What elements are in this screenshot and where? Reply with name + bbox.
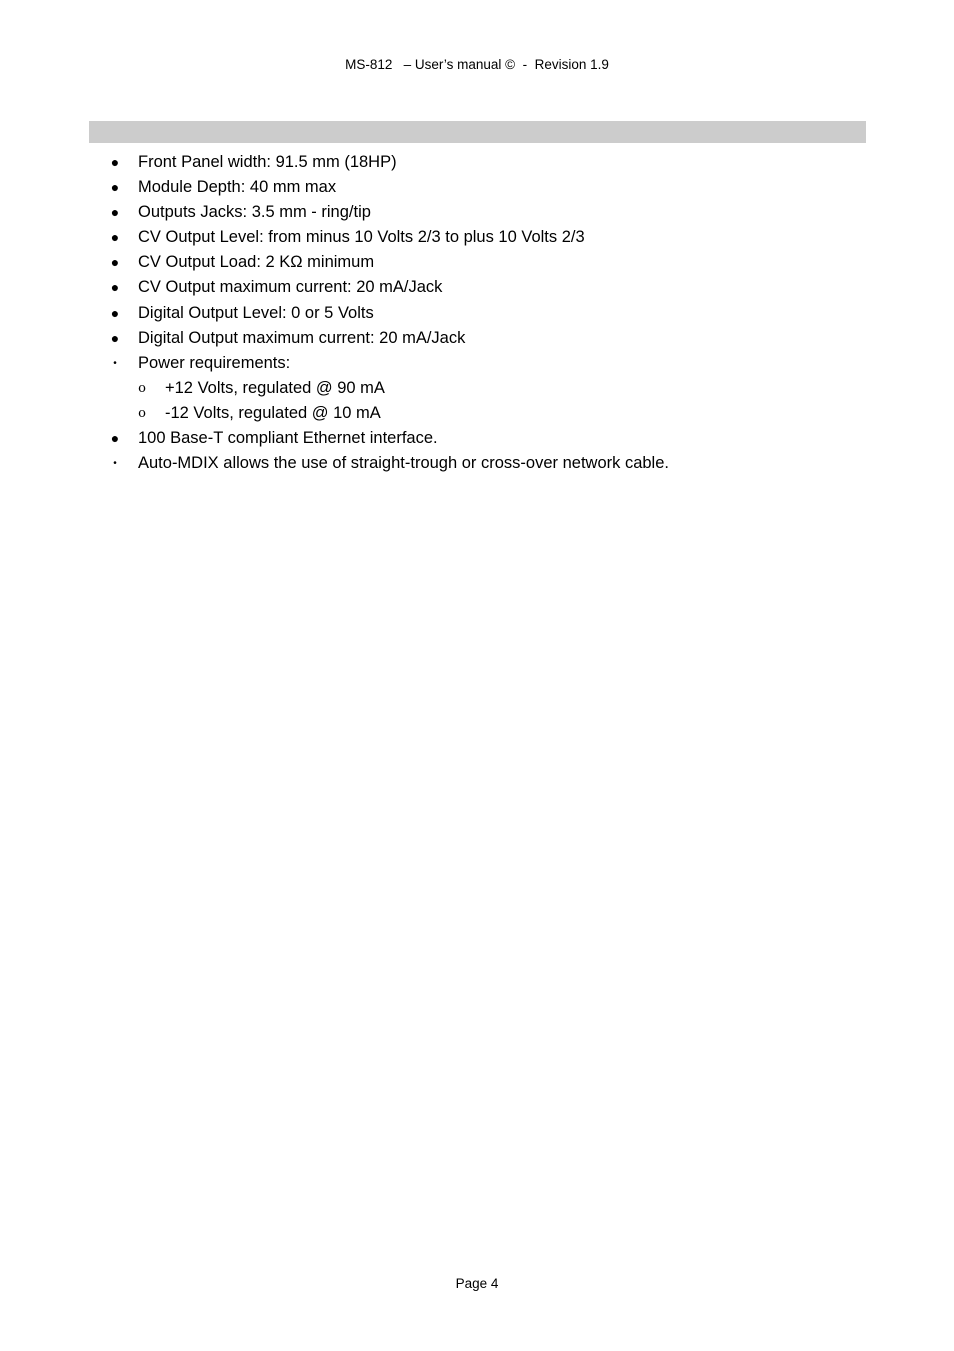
sub-bullet-icon: ο [138, 380, 146, 396]
spec-text: Auto-MDIX allows the use of straight-trough or cross-over network cable. [138, 454, 669, 473]
spec-text: Power requirements: [138, 353, 291, 372]
spec-item-module-depth [0, 175, 954, 200]
spec-item-output-jacks [0, 200, 954, 225]
bullet-icon: ● [110, 304, 120, 321]
bullet-icon: • [113, 357, 117, 369]
sub-bullet-icon: ο [138, 405, 146, 421]
spec-text: Outputs Jacks: 3.5 mm - ring/tip [138, 203, 371, 222]
bullet-icon: ● [110, 179, 120, 196]
section-heading-bar [89, 121, 866, 143]
spec-text: CV Output Load: 2 KΩ minimum [138, 253, 375, 272]
spec-text: CV Output Level: from minus 10 Volts 2/3 to plus 10 Volts 2/3 [138, 228, 585, 247]
spec-text: Digital Output maximum current: 20 mA/Jack [138, 328, 466, 347]
spec-item-front-panel-width [0, 150, 954, 175]
spec-item-ethernet [0, 426, 954, 451]
spec-text: -12 Volts, regulated @ 10 mA [165, 403, 381, 422]
bullet-icon: ● [110, 154, 120, 170]
spec-subitem-power-negative [0, 401, 954, 426]
spec-item-digital-output-level [0, 301, 954, 326]
bullet-icon: • [113, 458, 117, 470]
bullet-icon: ● [110, 204, 120, 221]
spec-item-power-requirements [0, 351, 954, 376]
spec-subitem-power-positive [0, 376, 954, 401]
spec-item-digital-output-current [0, 326, 954, 351]
spec-text: Front Panel width: 91.5 mm (18HP) [138, 153, 397, 171]
spec-item-auto-mdix [0, 451, 954, 476]
spec-item-cv-output-current [0, 275, 954, 300]
spec-text: Module Depth: 40 mm max [138, 178, 337, 197]
spec-text: 100 Base-T compliant Ethernet interface. [138, 429, 438, 448]
spec-text: CV Output maximum current: 20 mA/Jack [138, 278, 443, 297]
bullet-icon: ● [110, 229, 120, 246]
page-header: MS-812 – User’s manual © - Revision 1.9 [345, 57, 609, 72]
specifications-list [0, 150, 954, 476]
bullet-icon: ● [110, 430, 120, 447]
spec-item-cv-output-load [0, 250, 954, 275]
bullet-icon: ● [110, 329, 120, 346]
spec-text: Digital Output Level: 0 or 5 Volts [138, 303, 374, 322]
spec-text: +12 Volts, regulated @ 90 mA [165, 378, 385, 397]
spec-item-cv-output-level [0, 225, 954, 250]
page-number: Page 4 [455, 1276, 499, 1291]
bullet-icon: ● [110, 279, 120, 296]
bullet-icon: ● [110, 254, 120, 271]
